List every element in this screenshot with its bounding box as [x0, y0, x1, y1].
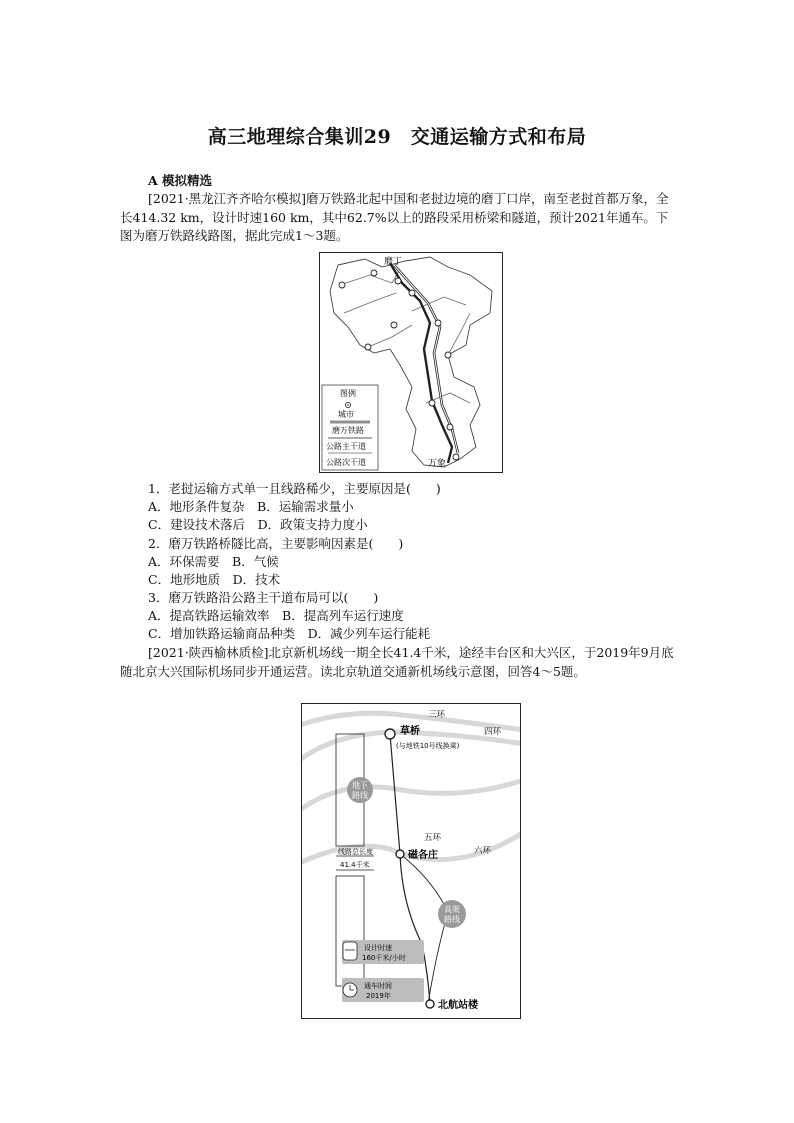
question-1-options-cd: C．建设技术落后 D．政策支持力度小 [148, 517, 368, 532]
train-icon [343, 942, 357, 960]
design-speed-label: 设计时速 [364, 944, 392, 952]
railway-route-map [319, 252, 503, 473]
station-north-note: (与地铁10号线换乘) [396, 742, 460, 750]
legend-secondary-road: 公路次干道 [326, 458, 366, 467]
station-north-name: 草桥 [400, 726, 420, 737]
intro-paragraph-2: [2021·陕西榆林质检]北京新机场线一期全长41.4千米，途经丰台区和大兴区，于2019年9月底随北京大兴国际机场同步开通运营。读北京轨道交通新机场线示意图，回答4～5题。 [120, 645, 674, 679]
ring-road-3-label: 三环 [428, 710, 446, 720]
airport-line-map [301, 703, 521, 1019]
capital-label: 万象 [428, 459, 447, 469]
station-mid-name: 磁各庄 [408, 850, 438, 861]
question-3-options-ab: A．提高铁路运输效率 B．提高列车运行速度 [148, 608, 404, 623]
question-2-options-cd: C．地形地质 D．技术 [148, 572, 281, 587]
legend-title: 图例 [340, 389, 356, 398]
line-length-label: 线路总长度 [338, 848, 373, 856]
ring-road-6-label: 六环 [474, 846, 492, 856]
station-mid-icon [396, 850, 404, 858]
station-south-name: 北航站楼 [438, 1000, 478, 1011]
question-2-stem: 2．磨万铁路桥隧比高，主要影响因素是( ) [148, 536, 404, 551]
legend-highway: 公路主干道 [326, 442, 366, 451]
page-title: 高三地理综合集训29 交通运输方式和布局 [207, 126, 587, 148]
opening-time-value: 2019年 [366, 992, 391, 1000]
map-legend [322, 385, 378, 470]
elevated-label-2: 路线 [444, 915, 460, 924]
question-3-options-cd: C．增加铁路运输商品种类 D．减少列车运行能耗 [148, 626, 431, 641]
ring-road-5-label: 五环 [424, 833, 442, 843]
intro-paragraph-1: [2021·黑龙江齐齐哈尔模拟]磨万铁路北起中国和老挝边境的磨丁口岸，南至老挝首都万象，全长414.32 km，设计时速160 km，其中62.7%以上的路段采用桥梁和隧道，预计2021年通车。下图为磨万铁路线路图，据此完成1～3题。 [120, 191, 669, 243]
opening-time-label: 通车时间 [364, 982, 392, 990]
station-south-icon [426, 1000, 434, 1008]
underground-label-2: 路线 [352, 791, 368, 800]
section-heading: A 模拟精选 [148, 173, 213, 188]
legend-city: 城市 [338, 410, 354, 419]
question-1-options-ab: A．地形条件复杂 B．运输需求量小 [148, 499, 354, 514]
line-length-value: 41.4千米 [340, 861, 370, 869]
question-3-stem: 3．磨万铁路沿公路主干道布局可以( ) [148, 590, 379, 605]
underground-label-1: 地下 [352, 781, 368, 790]
legend-railway: 磨万铁路 [332, 426, 364, 435]
question-2-options-ab: A．环保需要 B．气候 [148, 554, 279, 569]
station-north-icon [385, 729, 395, 739]
north-border-label: 磨丁 [384, 257, 403, 267]
ring-road-4-label: 四环 [484, 727, 502, 737]
design-speed-value: 160千米/小时 [362, 954, 406, 962]
elevated-label-1: 高架 [444, 905, 460, 914]
question-1-stem: 1．老挝运输方式单一且线路稀少，主要原因是( ) [148, 481, 441, 496]
